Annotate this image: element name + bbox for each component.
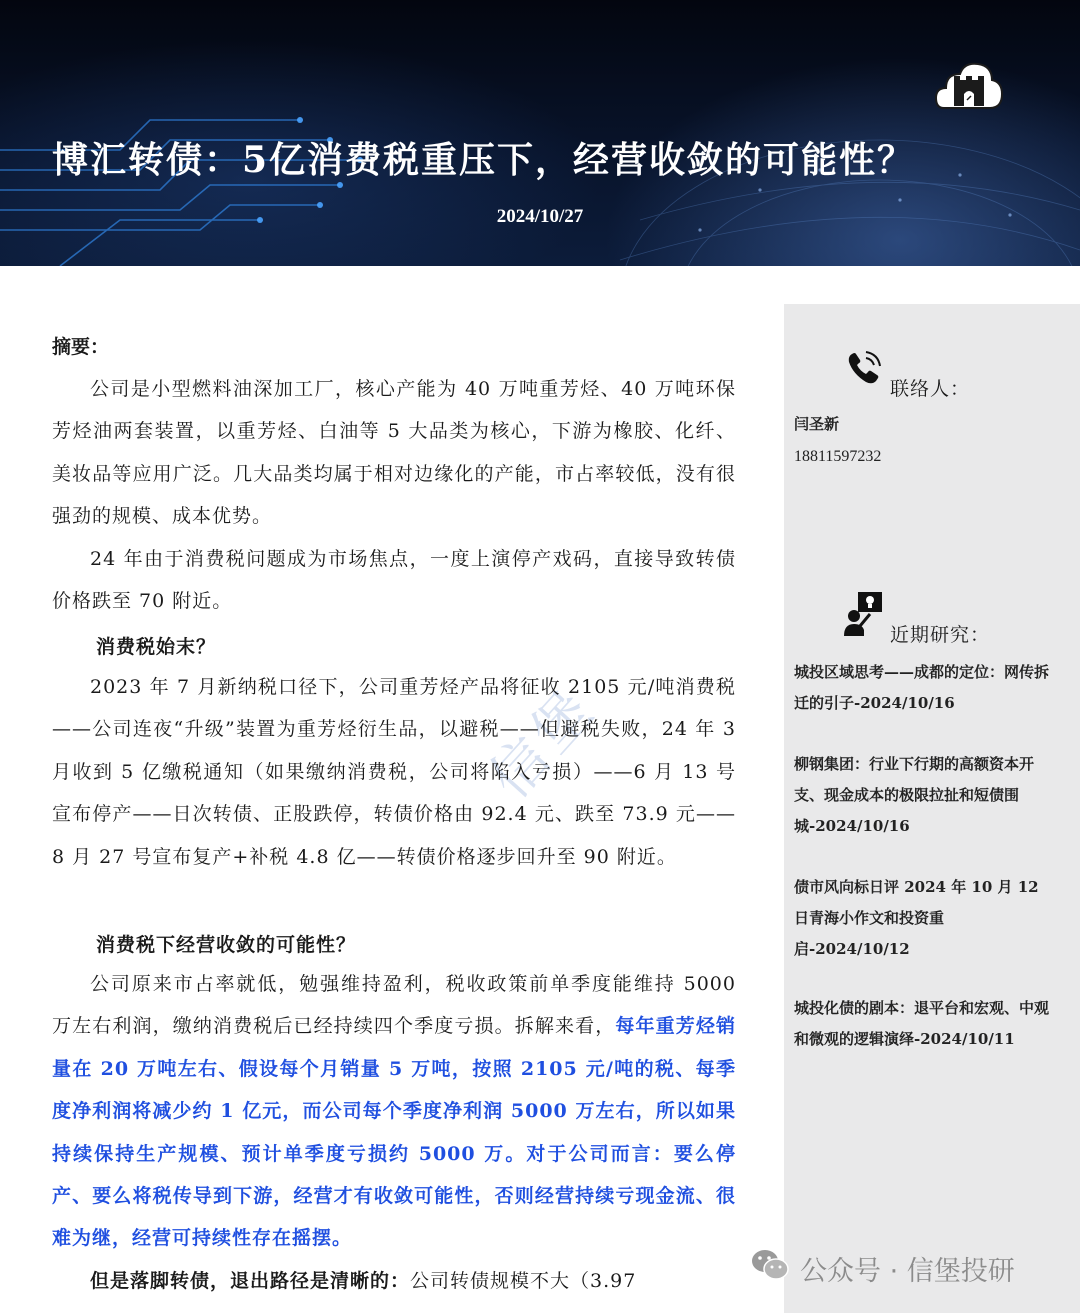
contact-name: 闫圣新: [794, 415, 840, 433]
abstract-paragraph-1: 公司是小型燃料油深加工厂，核心产能为 40 万吨重芳烃、40 万吨环保芳烃油两套装置，以重芳烃、白油等 5 大品类为核心，下游为橡胶、化纤、美妆品等应用广泛。几大品类均属于相对边缘化的产能，市占率较低，没有很强劲的规模、成本优势。: [52, 378, 736, 528]
research-item[interactable]: 柳钢集团：行业下行期的高额资本开支、现金成本的极限拉扯和短债围城-2024/10/16: [794, 755, 1035, 835]
paragraph-5-plain: 公司转债规模不大（3.97: [410, 1270, 637, 1292]
wechat-account-label: 公众号 · 信堡投研: [800, 1255, 1015, 1287]
castle-cloud-logo: [934, 56, 1004, 116]
header-banner: [0, 0, 1080, 266]
research-item[interactable]: 城投区域思考——成都的定位：网传拆迁的引子-2024/10/16: [794, 663, 1050, 712]
research-item[interactable]: 债市风向标日评 2024 年 10 月 12 日青海小作文和投资重启-2024/10/12: [794, 878, 1039, 958]
abstract-paragraph-4: [52, 963, 736, 1260]
research-heading: 近期研究：: [890, 624, 991, 646]
paragraph-4-plain: 公司原来市占率就低，勉强维持盈利，税收政策前单季度能维持 5000 万左右利润，缴纳消费税后已经持续四个季度亏损。拆解来看，: [52, 973, 736, 1038]
report-title: 博汇转债：5亿消费税重压下，经营收敛的可能性？: [52, 139, 916, 181]
abstract-paragraph-5: [52, 1260, 736, 1302]
paragraph-4-highlight: 每年重芳烃销量在 20 万吨左右、假设每个月销量 5 万吨，按照 2105 元/吨的税、每季度净利润将减少约 1 亿元，而公司每个季度净利润 5000 万左右，所以如果持续保持生产规模、预计单季度亏损约 5000 万。对于公司而言：要么停产、要么将税传导到下游，经营才有收敛可能性，否则经营持续亏现金流、很难为继，经营可持续性存在摇摆。: [52, 1015, 736, 1250]
presenter-idea-icon: [842, 590, 884, 642]
contact-phone: 18811597232: [794, 448, 882, 465]
subheading-convergence: 消费税下经营收敛的可能性？: [96, 934, 357, 956]
watermark: 信堡: [477, 675, 609, 811]
wechat-icon: [750, 1248, 790, 1289]
paragraph-5-bold: 但是落脚转债，退出路径是清晰的：: [90, 1270, 411, 1292]
subheading-tax-history: 消费税始末？: [96, 636, 217, 658]
phone-icon: [844, 348, 884, 392]
research-item[interactable]: 城投化债的剧本：退平台和宏观、中观和微观的逻辑演绎-2024/10/11: [794, 999, 1050, 1048]
contact-heading: 联络人：: [890, 378, 971, 400]
abstract-heading: 摘要：: [52, 336, 110, 358]
abstract-paragraph-3: 2023 年 7 月新纳税口径下，公司重芳烃产品将征收 2105 元/吨消费税——公司连夜“升级”装置为重芳烃衍生品，以避税——但避税失败，24 年 3 月收到 5 亿缴税通知（如果缴纳消费税，公司将陷入亏损）——6 月 13 号宣布停产——日次转债、正股跌停，转债价格由 92.4 元、跌至 73.9 元——8 月 27 号宣布复产+补税 4.8 亿——转债价格逐步回升至 90 附近。: [52, 676, 736, 868]
report-date: 2024/10/27: [496, 206, 584, 227]
wechat-account-tag: [750, 1248, 1015, 1288]
abstract-paragraph-2: 24 年由于消费税问题成为市场焦点，一度上演停产戏码，直接导致转债价格跌至 70 附近。: [52, 548, 736, 613]
